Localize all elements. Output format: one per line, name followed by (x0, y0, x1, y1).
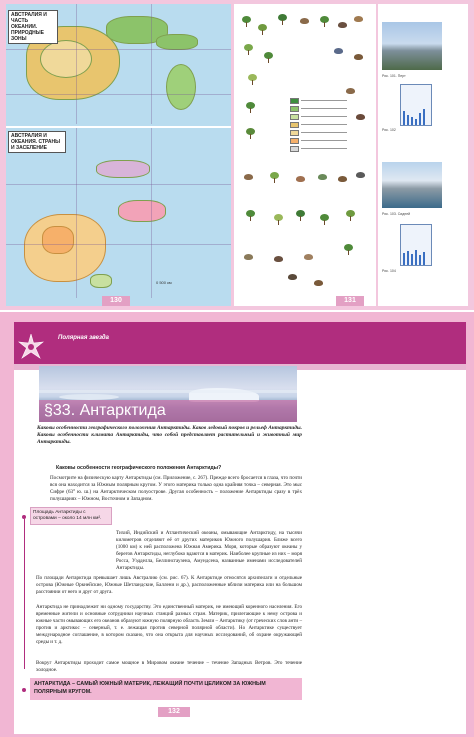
climate-chart-1 (400, 84, 432, 126)
fig-caption-4: Рис. 104 (382, 269, 396, 273)
page-title: §33. Антарктида (44, 402, 166, 419)
paragraph-3: По площади Антарктида превышает лишь Австралию (см. рис. 67). К Антарктиде относятся архипелаги и отдельные острова (Южные Оркнейские, Южные Шетландские, Баллени и др.), расположенные вблизи материка или на большом расстоянии от него и друг от друга. (36, 575, 302, 595)
header-band (14, 322, 466, 364)
section-question: Каковы особенности географического положения Антарктиды? (56, 465, 222, 471)
climate-chart-2 (400, 224, 432, 266)
photo-perth (382, 22, 442, 70)
legend-panel (234, 4, 376, 306)
page-number-132: 132 (158, 707, 190, 717)
map2-title: АВСТРАЛИЯ И ОКЕАНИЯ. СТРАНЫ И ЗАСЕЛЕНИЕ (8, 131, 66, 153)
section-label: Полярная звезда (58, 335, 109, 341)
lead-questions: Каковы особенности географического положения Антарктиды. Каков ледовый покров и рельеф Антарктиды. Каковы особенности климата Антарктиды, что собой представляет растительный и животный мир Антарктиды. (37, 425, 302, 445)
paragraph-1: Посмотрите на физическую карту Антарктиды (см. Приложение, с. 267). Прежде всего бросается в глаза, что почти вся она находится за Южным полярным кругом. У этого материка только одна крайняя точка – северная. Это мыс Сифре (63° ю. ш.) на Антарктическом полуострове. Другая особенность – положение Антарктиды сразу в трёх полушариях – Южном, Восточном и Западном. (50, 475, 302, 502)
conclusion-box: АНТАРКТИДА – САМЫЙ ЮЖНЫЙ МАТЕРИК, ЛЕЖАЩИЙ ПОЧТИ ЦЕЛИКОМ ЗА ЮЖНЫМ ПОЛЯРНЫМ КРУГОМ. (30, 678, 302, 700)
paragraph-4: Антарктида не принадлежит ни одному государству. Это единственный материк, не имеющий коренного населения. Его временные жители и основные сотрудники научных станций разных стран. Материк, прилегающие к нему острова и южные части омывающих его океанов образуют южную полярную область Земли – Антарктику (от греческих слов анти – против и арктикос – северный, т. е. лежащая против северной полярной области). Но Антарктике существует международное соглашение, в котором сказано, что она открыта для научных исследований, об охране окружающей среды и т. д. (36, 604, 302, 645)
fig-caption-3: Рис. 103. Сидней (382, 212, 411, 216)
scale-label: 0 500 км (156, 280, 172, 285)
paragraph-5: Вокруг Антарктиды проходит самое мощное в Мировом океане течение – течение Западных Ветров. Это течение холодное. (36, 660, 302, 673)
map-panel (6, 4, 231, 306)
fig-caption-2: Рис. 102 (382, 128, 396, 132)
page-number-131: 131 (336, 296, 364, 306)
map1-title: АВСТРАЛИЯ И ЧАСТЬ ОКЕАНИИ. ПРИРОДНЫЕ ЗОНЫ (8, 10, 58, 44)
page-number-130: 130 (102, 296, 130, 306)
area-note: Площадь Антарктиды с островами – около 14 млн км². (30, 507, 112, 525)
fig-caption-1: Рис. 101. Перт (382, 74, 406, 78)
figures-panel (378, 4, 468, 306)
polar-star-icon (18, 334, 44, 360)
photo-sydney (382, 162, 442, 208)
paragraph-2: Тихий, Индийский и Атлантический океаны, омывающие Антарктиду, на тысячи километров отделяют её от других материков Южного полушария. Ближе всего (1000 км) к ней расположена Южная Америка. Моря, которые образуют океаны у берегов Антарктиды, неглубоко вдаются в материк. Наиболее крупные из них – моря Росса, Уэдделла, Беллинсгаузена, Амундсена, названные именами исследователей Антарктиды. (116, 530, 302, 571)
